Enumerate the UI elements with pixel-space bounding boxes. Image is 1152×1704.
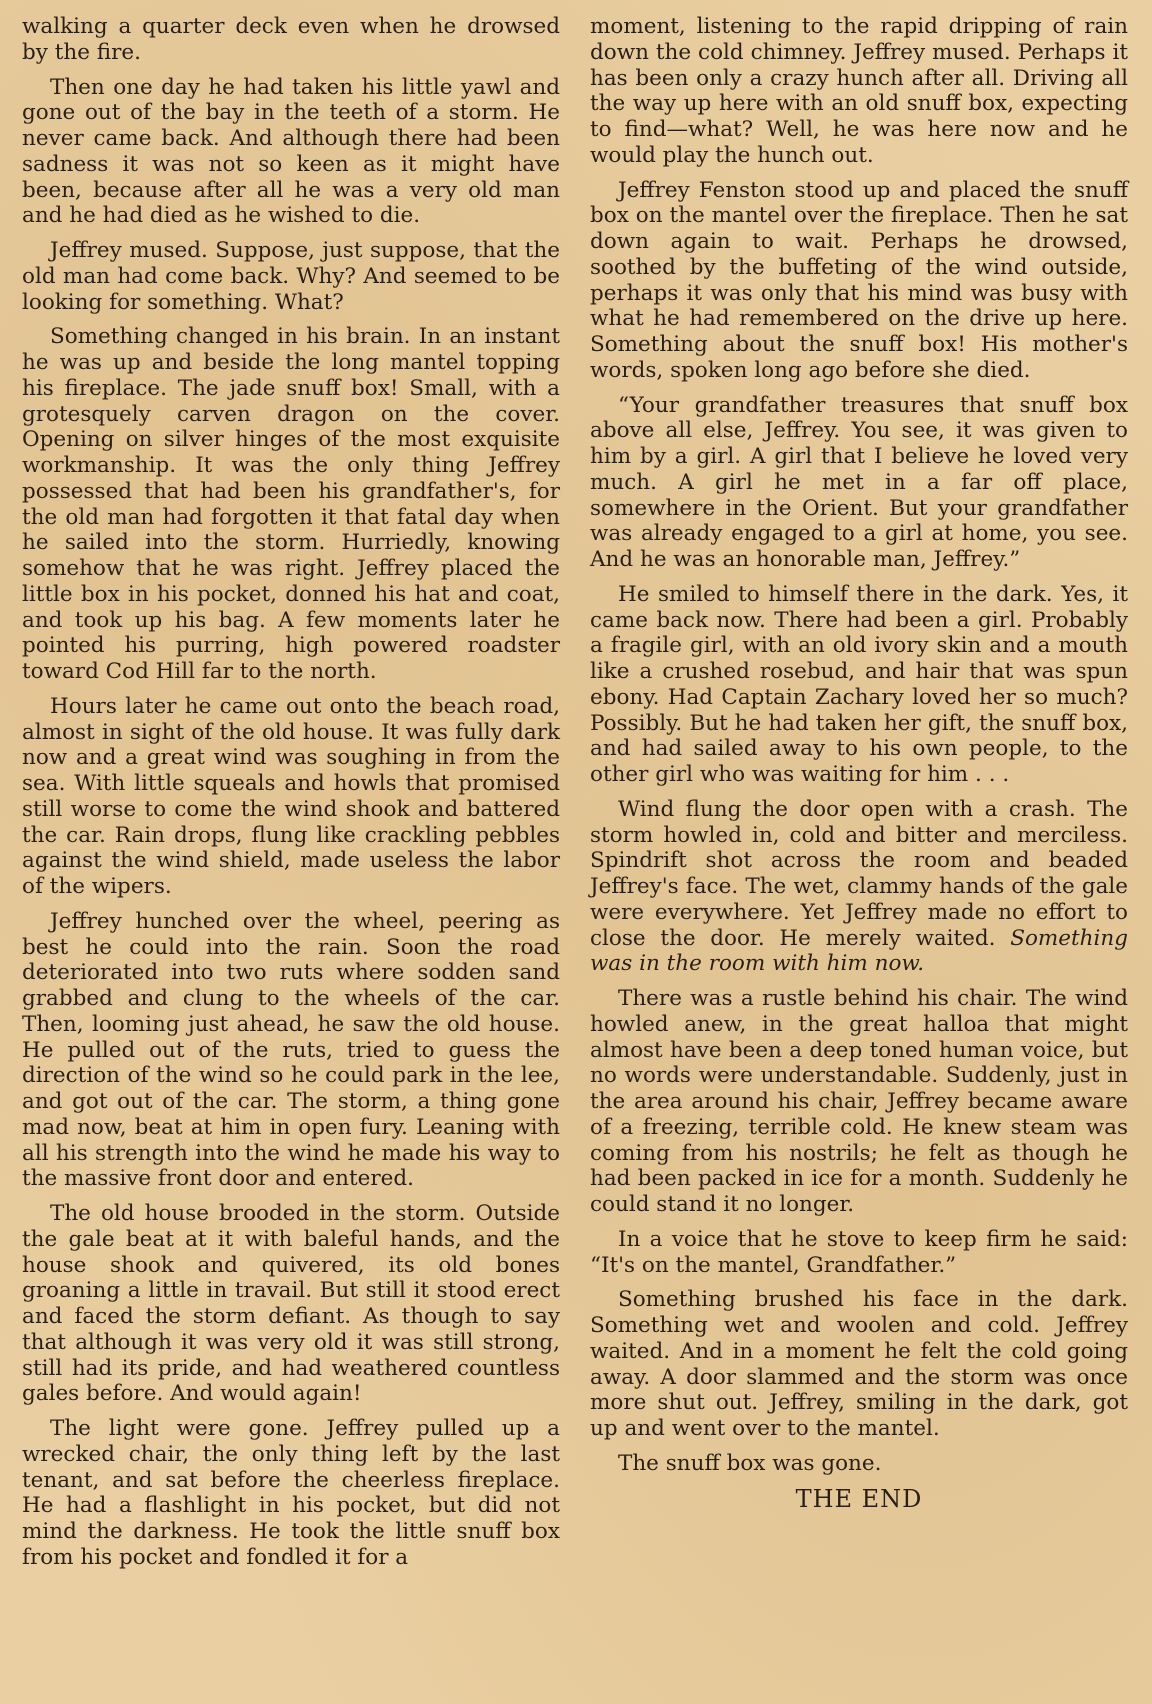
paragraph: moment, listening to the rapid dripping of rain down the cold chimney. Jeffrey mused. Perhaps it has been only a crazy hunch after all. Driving all the way up here with an old snuff box, expecting to find—what? Well, he was here now and he would play the hunch out. (590, 14, 1128, 168)
paragraph: Something brushed his face in the dark. Something wet and woolen and cold. Jeffrey waited. And in a moment he felt the cold going away. A door slammed and the storm was once more shut out. Jeffrey, smiling in the dark, got up and went over to the mantel. (590, 1287, 1128, 1441)
paragraph-with-italic (590, 797, 1128, 977)
paragraph: He smiled to himself there in the dark. Yes, it came back now. There had been a girl. Probably a fragile girl, with an old ivory skin and a mouth like a crushed rosebud, and hair that was spun ebony. Had Captain Zachary loved her so much? Possibly. But he had taken her gift, the snuff box, and had sailed away to his own people, to the other girl who was waiting for him . . . (590, 581, 1128, 787)
right-column (590, 14, 1128, 1512)
paragraph: Hours later he came out onto the beach road, almost in sight of the old house. It was fully dark now and a great wind was soughing in from the sea. With little squeals and howls that promised still worse to come the wind shook and battered the car. Rain drops, flung like crackling pebbles against the wind shield, made useless the labor of the wipers. (22, 693, 560, 899)
the-end-label: THE END (795, 1484, 923, 1513)
paragraph: Jeffrey mused. Suppose, just suppose, that the old man had come back. Why? And seemed to be looking for something. What? (22, 238, 560, 315)
paragraph: There was a rustle behind his chair. The wind howled anew, in the great halloa that might almost have been a deep toned human voice, but no words were understandable. Suddenly, just in the area around his chair, Jeffrey became aware of a freezing, terrible cold. He knew steam was coming from his nostrils; he felt as though he had been packed in ice for a month. Suddenly he could stand it no longer. (590, 986, 1128, 1217)
paragraph: Jeffrey Fenston stood up and placed the snuff box on the mantel over the fireplace. Then he sat down again to wait. Perhaps he drowsed, soothed by the buffeting of the wind outside, perhaps it was only that his mind was busy with what he had remembered on the drive up here. Something about the snuff box! His mother's words, spoken long ago before she died. (590, 177, 1128, 383)
paragraph: “Your grandfather treasures that snuff box above all else, Jeffrey. You see, it was given to him by a girl. A girl that I believe he loved very much. A girl he met in a far off place, somewhere in the Orient. But your grandfather was already engaged to a girl at home, you see. And he was an honorable man, Jeffrey.” (590, 392, 1128, 572)
paragraph: The light were gone. Jeffrey pulled up a wrecked chair, the only thing left by the last tenant, and sat before the cheerless fireplace. He had a flashlight in his pocket, but did not mind the darkness. He took the little snuff box from his pocket and fondled it for a (22, 1416, 560, 1570)
paragraph-text: Wind flung the door open with a crash. The storm howled in, cold and bitter and merciless. Spindrift shot across the room and beaded Jeffrey's face. The wet, clammy hands of the gale were everywhere. Yet Jeffrey made no effort to close the door. He merely waited. (590, 796, 1128, 951)
paragraph: walking a quarter deck even when he drowsed by the fire. (22, 14, 560, 65)
paragraph: Something changed in his brain. In an instant he was up and beside the long mantel topping his fireplace. The jade snuff box! Small, with a grotesquely carven dragon on the cover. Opening on silver hinges of the most exquisite workmanship. It was the only thing Jeffrey possessed that had been his grandfather's, for the old man had forgotten it that fatal day when he sailed into the storm. Hurriedly, knowing somehow that he was right. Jeffrey placed the little box in his pocket, donned his hat and coat, and took up his bag. A few moments later he pointed his purring, high powered roadster toward Cod Hill far to the north. (22, 324, 560, 684)
italic-text: Something was in the room with him now. (590, 925, 1128, 977)
paragraph: In a voice that he stove to keep firm he said: “It's on the mantel, Grandfather.” (590, 1226, 1128, 1278)
paragraph: Jeffrey hunched over the wheel, peering as best he could into the rain. Soon the road deteriorated into two ruts where sodden sand grabbed and clung to the wheels of the car. Then, looming just ahead, he saw the old house. He pulled out of the ruts, tried to guess the direction of the wind so he could park in the lee, and got out of the car. The storm, a thing gone mad now, beat at him in open fury. Leaning with all his strength into the wind he made his way to the massive front door and entered. (22, 908, 560, 1192)
left-column (22, 14, 560, 1571)
paragraph: The old house brooded in the storm. Outside the gale beat at it with baleful hands, and the house shook and quivered, its old bones groaning a little in travail. But still it stood erect and faced the storm defiant. As though to say that although it was very old it was still strong, still had its pride, and had weathered countless gales before. And would again! (22, 1201, 560, 1407)
paragraph: The snuff box was gone. (618, 1450, 882, 1476)
paragraph: Then one day he had taken his little yawl and gone out of the bay in the teeth of a storm. He never came back. And although there had been sadness it was not so keen as it might have been, because after all he was a very old man and he had died as he wished to die. (22, 74, 560, 229)
